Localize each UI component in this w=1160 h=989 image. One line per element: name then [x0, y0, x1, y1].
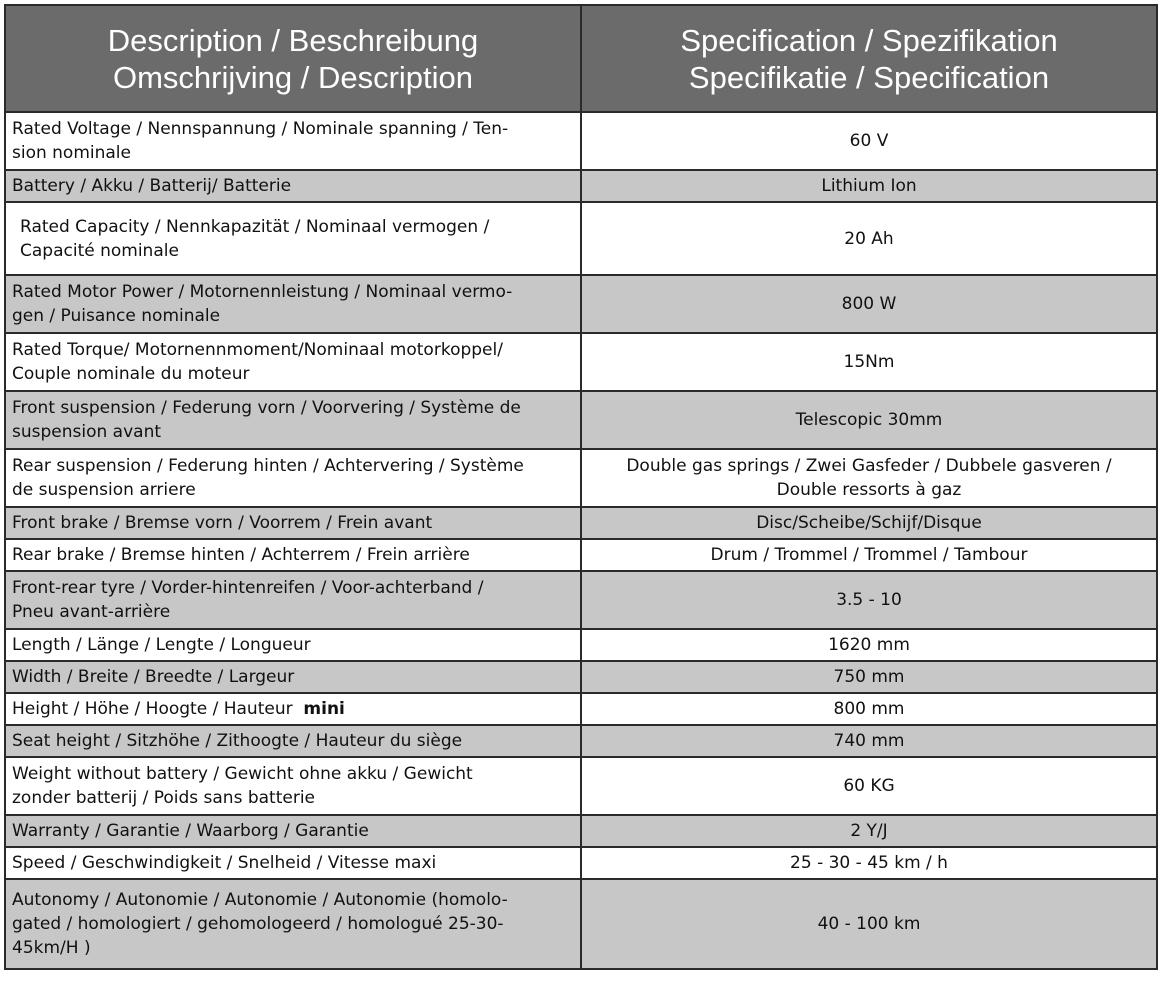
specification-cell [581, 391, 1157, 449]
description-line: Weight without battery / Gewicht ohne akku / Gewicht [12, 764, 473, 784]
specification-line: Drum / Trommel / Trommel / Tambour [710, 545, 1028, 565]
table-row [5, 815, 1157, 847]
description-line [12, 697, 574, 721]
description-line: 45km/H ) [12, 938, 91, 958]
description-cell [5, 661, 581, 693]
specification-cell [581, 629, 1157, 661]
description-cell [5, 629, 581, 661]
description-line: de suspension arriere [12, 480, 196, 500]
table-row [5, 725, 1157, 757]
description-line: Speed / Geschwindigkeit / Snelheid / Vitesse maxi [12, 853, 437, 873]
description-line: Rear brake / Bremse hinten / Achterrem / Frein arrière [12, 545, 470, 565]
description-line: Front-rear tyre / Vorder-hintenreifen / Voor-achterband / [12, 578, 484, 598]
description-bold-note: mini [303, 699, 345, 719]
specification-cell [581, 202, 1157, 275]
specification-line: 2 Y/J [850, 821, 888, 841]
specification-line: 800 W [841, 294, 897, 314]
specification-cell [581, 112, 1157, 170]
specification-cell [581, 275, 1157, 333]
specification-line: Lithium Ion [821, 176, 917, 196]
description-cell [5, 725, 581, 757]
specification-line: 20 Ah [844, 228, 894, 249]
description-cell [5, 170, 581, 202]
table-row [5, 661, 1157, 693]
description-line-text: Height / Höhe / Hoogte / Hauteur [12, 699, 293, 719]
table-row [5, 275, 1157, 333]
specification-line: 25 - 30 - 45 km / h [790, 853, 948, 873]
description-line: gen / Puisance nominale [12, 306, 221, 326]
table-row [5, 571, 1157, 629]
description-cell [5, 275, 581, 333]
description-cell [5, 112, 581, 170]
table-row [5, 449, 1157, 507]
description-cell [5, 879, 581, 969]
description-header [5, 5, 581, 112]
specification-line: 740 mm [833, 731, 905, 751]
table-row [5, 629, 1157, 661]
description-cell [5, 202, 581, 275]
specification-cell [581, 815, 1157, 847]
description-cell [5, 693, 581, 725]
specification-cell [581, 507, 1157, 539]
specification-line: Double ressorts à gaz [776, 480, 962, 500]
table-row [5, 539, 1157, 571]
specification-line: Telescopic 30mm [795, 410, 943, 430]
description-cell [5, 815, 581, 847]
description-cell [5, 391, 581, 449]
specification-cell [581, 847, 1157, 879]
description-line: Battery / Akku / Batterij/ Batterie [12, 176, 292, 196]
description-line: sion nominale [12, 143, 131, 163]
specification-cell [581, 333, 1157, 391]
specification-cell [581, 879, 1157, 969]
specification-line: Disc/Scheibe/Schijf/Disque [756, 513, 982, 533]
description-line: Rated Capacity / Nennkapazität / Nominaal vermogen / [20, 216, 490, 237]
description-line: Rated Voltage / Nennspannung / Nominale spanning / Ten- [12, 119, 509, 139]
description-header-line: Omschrijving / Description [112, 59, 474, 95]
specification-line: Double gas springs / Zwei Gasfeder / Dubbele gasveren / [626, 456, 1112, 476]
specification-line: 1620 mm [828, 635, 910, 655]
description-cell [5, 847, 581, 879]
description-cell [5, 539, 581, 571]
description-header-line: Description / Beschreibung [107, 22, 479, 58]
table-row [5, 112, 1157, 170]
specification-line: 3.5 - 10 [836, 590, 902, 610]
table-row [5, 757, 1157, 815]
description-line: Front suspension / Federung vorn / Voorvering / Système de [12, 398, 521, 418]
description-line: Capacité nominale [20, 240, 179, 261]
description-cell [5, 757, 581, 815]
specification-line: 800 mm [833, 699, 905, 719]
table-row [5, 391, 1157, 449]
description-line: Couple nominale du moteur [12, 364, 250, 384]
header-row [5, 5, 1157, 112]
description-line: Seat height / Sitzhöhe / Zithoogte / Hauteur du siège [12, 731, 463, 751]
description-cell [5, 449, 581, 507]
description-line: Front brake / Bremse vorn / Voorrem / Frein avant [12, 513, 433, 533]
description-line: Length / Länge / Lengte / Longueur [12, 635, 311, 655]
specification-cell [581, 725, 1157, 757]
table-row [5, 879, 1157, 969]
table-row [5, 333, 1157, 391]
description-line: zonder batterij / Poids sans batterie [12, 788, 316, 808]
table-body [5, 112, 1157, 969]
specification-cell [581, 571, 1157, 629]
description-line: Autonomy / Autonomie / Autonomie / Autonomie (homolo- [12, 890, 508, 910]
specification-cell [581, 757, 1157, 815]
description-line: Rear suspension / Federung hinten / Achtervering / Système [12, 456, 524, 476]
specification-cell [581, 170, 1157, 202]
specification-line: 40 - 100 km [817, 914, 921, 934]
specification-header [581, 5, 1157, 112]
description-line: Rated Motor Power / Motornennleistung / Nominaal vermo- [12, 282, 513, 302]
specification-line: 60 KG [843, 776, 895, 796]
table-row [5, 170, 1157, 202]
description-cell [5, 571, 581, 629]
table-row [5, 507, 1157, 539]
specification-table [4, 4, 1158, 970]
specification-line: 750 mm [833, 667, 905, 687]
table-row [5, 693, 1157, 725]
description-cell [5, 333, 581, 391]
description-line: suspension avant [12, 422, 162, 442]
specification-cell [581, 693, 1157, 725]
specification-line: 60 V [849, 131, 889, 151]
description-line: Pneu avant-arrière [12, 602, 171, 622]
specification-cell [581, 661, 1157, 693]
description-line: Width / Breite / Breedte / Largeur [12, 667, 295, 687]
description-cell [5, 507, 581, 539]
specification-cell [581, 449, 1157, 507]
table-row [5, 202, 1157, 275]
table-row [5, 847, 1157, 879]
description-line: Rated Torque/ Motornennmoment/Nominaal motorkoppel/ [12, 340, 503, 360]
specification-cell [581, 539, 1157, 571]
specification-header-line: Specification / Spezifikation [680, 22, 1058, 58]
description-line: Warranty / Garantie / Waarborg / Garantie [12, 821, 369, 841]
specification-line: 15Nm [843, 352, 895, 372]
specification-header-line: Specifikatie / Specification [688, 59, 1050, 95]
description-line: gated / homologiert / gehomologeerd / homologué 25-30- [12, 914, 504, 934]
